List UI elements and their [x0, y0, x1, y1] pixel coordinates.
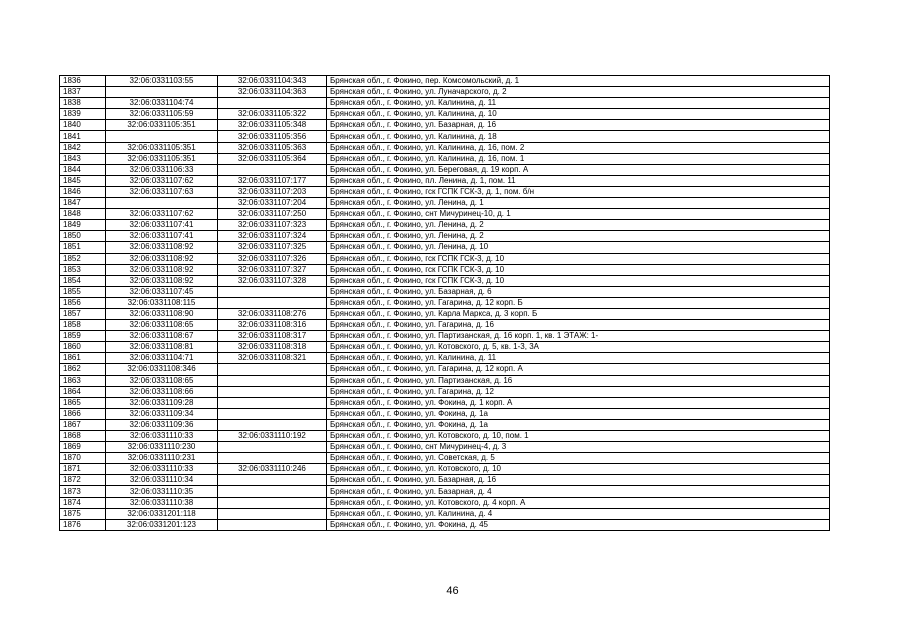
row-number-cell: 1868 [60, 431, 106, 442]
address-cell: Брянская обл., г. Фокино, снт Мичуринец-4, д. 3 [327, 442, 830, 453]
cadastral-number-cell: 32:06:0331110:230 [106, 442, 218, 453]
row-number-cell: 1840 [60, 120, 106, 131]
row-number-cell: 1870 [60, 453, 106, 464]
row-number-cell: 1863 [60, 375, 106, 386]
row-number-cell: 1846 [60, 186, 106, 197]
address-cell: Брянская обл., г. Фокино, снт Мичуринец-10, д. 1 [327, 209, 830, 220]
table-row [60, 475, 830, 486]
table-row [60, 209, 830, 220]
building-cadastral-number-cell: 32:06:0331107:328 [218, 275, 327, 286]
building-cadastral-number-cell: 32:06:0331107:323 [218, 220, 327, 231]
table-row [60, 242, 830, 253]
table-row [60, 264, 830, 275]
building-cadastral-number-cell: 32:06:0331107:177 [218, 175, 327, 186]
address-cell: Брянская обл., г. Фокино, пл. Ленина, д. 1, пом. 11 [327, 175, 830, 186]
building-cadastral-number-cell [218, 408, 327, 419]
row-number-cell: 1853 [60, 264, 106, 275]
building-cadastral-number-cell: 32:06:0331107:326 [218, 253, 327, 264]
table-row [60, 486, 830, 497]
cadastral-number-cell: 32:06:0331106:33 [106, 164, 218, 175]
row-number-cell: 1866 [60, 408, 106, 419]
table-row [60, 131, 830, 142]
cadastral-number-cell: 32:06:0331108:90 [106, 308, 218, 319]
row-number-cell: 1841 [60, 131, 106, 142]
address-cell: Брянская обл., г. Фокино, ул. Котовского, д. 4 корп. А [327, 497, 830, 508]
cadastral-number-cell: 32:06:0331105:351 [106, 142, 218, 153]
address-cell: Брянская обл., г. Фокино, ул. Береговая, д. 19 корп. А [327, 164, 830, 175]
address-cell: Брянская обл., г. Фокино, ул. Ленина, д. 1 [327, 198, 830, 209]
address-cell: Брянская обл., г. Фокино, ул. Фокина, д. 45 [327, 519, 830, 530]
cadastral-number-cell: 32:06:0331107:62 [106, 175, 218, 186]
row-number-cell: 1864 [60, 386, 106, 397]
table-row [60, 153, 830, 164]
row-number-cell: 1839 [60, 109, 106, 120]
property-table [59, 75, 830, 531]
building-cadastral-number-cell: 32:06:0331108:318 [218, 342, 327, 353]
cadastral-number-cell: 32:06:0331108:65 [106, 320, 218, 331]
cadastral-number-cell: 32:06:0331105:351 [106, 120, 218, 131]
row-number-cell: 1875 [60, 508, 106, 519]
cadastral-number-cell: 32:06:0331104:71 [106, 353, 218, 364]
row-number-cell: 1855 [60, 286, 106, 297]
address-cell: Брянская обл., г. Фокино, ул. Гагарина, д. 12 корп. А [327, 364, 830, 375]
building-cadastral-number-cell [218, 419, 327, 430]
row-number-cell: 1872 [60, 475, 106, 486]
row-number-cell: 1867 [60, 419, 106, 430]
building-cadastral-number-cell: 32:06:0331104:363 [218, 87, 327, 98]
row-number-cell: 1876 [60, 519, 106, 530]
building-cadastral-number-cell [218, 453, 327, 464]
table-row [60, 320, 830, 331]
row-number-cell: 1873 [60, 486, 106, 497]
building-cadastral-number-cell: 32:06:0331107:204 [218, 198, 327, 209]
row-number-cell: 1842 [60, 142, 106, 153]
building-cadastral-number-cell: 32:06:0331107:203 [218, 186, 327, 197]
page-number: 46 [446, 585, 459, 597]
cadastral-number-cell: 32:06:0331105:351 [106, 153, 218, 164]
table-row [60, 253, 830, 264]
table-row [60, 297, 830, 308]
building-cadastral-number-cell [218, 98, 327, 109]
cadastral-number-cell [106, 87, 218, 98]
table-row [60, 175, 830, 186]
cadastral-number-cell: 32:06:0331201:123 [106, 519, 218, 530]
address-cell: Брянская обл., г. Фокино, ул. Калинина, д. 18 [327, 131, 830, 142]
row-number-cell: 1844 [60, 164, 106, 175]
cadastral-number-cell: 32:06:0331108:65 [106, 375, 218, 386]
building-cadastral-number-cell: 32:06:0331107:324 [218, 231, 327, 242]
building-cadastral-number-cell: 32:06:0331104:343 [218, 76, 327, 87]
building-cadastral-number-cell [218, 364, 327, 375]
building-cadastral-number-cell: 32:06:0331110:246 [218, 464, 327, 475]
building-cadastral-number-cell: 32:06:0331105:348 [218, 120, 327, 131]
row-number-cell: 1862 [60, 364, 106, 375]
building-cadastral-number-cell [218, 497, 327, 508]
table-row [60, 76, 830, 87]
address-cell: Брянская обл., г. Фокино, ул. Базарная, д. 4 [327, 486, 830, 497]
cadastral-number-cell: 32:06:0331109:36 [106, 419, 218, 430]
building-cadastral-number-cell: 32:06:0331108:321 [218, 353, 327, 364]
row-number-cell: 1845 [60, 175, 106, 186]
cadastral-number-cell: 32:06:0331108:115 [106, 297, 218, 308]
building-cadastral-number-cell [218, 375, 327, 386]
building-cadastral-number-cell [218, 508, 327, 519]
building-cadastral-number-cell: 32:06:0331105:356 [218, 131, 327, 142]
building-cadastral-number-cell [218, 286, 327, 297]
table-row [60, 508, 830, 519]
table-row [60, 497, 830, 508]
row-number-cell: 1854 [60, 275, 106, 286]
cadastral-number-cell: 32:06:0331110:33 [106, 431, 218, 442]
building-cadastral-number-cell [218, 486, 327, 497]
cadastral-number-cell: 32:06:0331201:118 [106, 508, 218, 519]
table-row [60, 442, 830, 453]
table-row [60, 342, 830, 353]
cadastral-number-cell: 32:06:0331107:63 [106, 186, 218, 197]
cadastral-number-cell: 32:06:0331109:28 [106, 397, 218, 408]
table-row [60, 397, 830, 408]
row-number-cell: 1859 [60, 331, 106, 342]
cadastral-number-cell: 32:06:0331110:38 [106, 497, 218, 508]
row-number-cell: 1850 [60, 231, 106, 242]
table-row [60, 419, 830, 430]
address-cell: Брянская обл., г. Фокино, ул. Котовского, д. 10 [327, 464, 830, 475]
address-cell: Брянская обл., г. Фокино, пер. Комсомольский, д. 1 [327, 76, 830, 87]
row-number-cell: 1849 [60, 220, 106, 231]
cadastral-number-cell: 32:06:0331107:62 [106, 209, 218, 220]
table-row [60, 120, 830, 131]
building-cadastral-number-cell [218, 164, 327, 175]
table-row [60, 364, 830, 375]
table-row [60, 98, 830, 109]
cadastral-number-cell: 32:06:0331108:81 [106, 342, 218, 353]
table-row [60, 231, 830, 242]
table-row [60, 519, 830, 530]
address-cell: Брянская обл., г. Фокино, ул. Базарная, д. 6 [327, 286, 830, 297]
table-row [60, 109, 830, 120]
address-cell: Брянская обл., г. Фокино, ул. Луначарского, д. 2 [327, 87, 830, 98]
address-cell: Брянская обл., г. Фокино, гск ГСПК ГСК-3, д. 1, пом. б/н [327, 186, 830, 197]
cadastral-number-cell: 32:06:0331109:34 [106, 408, 218, 419]
address-cell: Брянская обл., г. Фокино, ул. Калинина, д. 16, пом. 1 [327, 153, 830, 164]
row-number-cell: 1837 [60, 87, 106, 98]
address-cell: Брянская обл., г. Фокино, ул. Партизанская, д. 16 корп. 1, кв. 1 ЭТАЖ: 1- [327, 331, 830, 342]
address-cell: Брянская обл., г. Фокино, ул. Ленина, д. 2 [327, 231, 830, 242]
address-cell: Брянская обл., г. Фокино, ул. Калинина, д. 4 [327, 508, 830, 519]
cadastral-number-cell: 32:06:0331108:92 [106, 253, 218, 264]
row-number-cell: 1871 [60, 464, 106, 475]
table-row [60, 408, 830, 419]
building-cadastral-number-cell [218, 519, 327, 530]
address-cell: Брянская обл., г. Фокино, ул. Ленина, д. 2 [327, 220, 830, 231]
address-cell: Брянская обл., г. Фокино, гск ГСПК ГСК-3, д. 10 [327, 253, 830, 264]
building-cadastral-number-cell: 32:06:0331108:316 [218, 320, 327, 331]
row-number-cell: 1865 [60, 397, 106, 408]
cadastral-number-cell: 32:06:0331107:45 [106, 286, 218, 297]
address-cell: Брянская обл., г. Фокино, ул. Фокина, д. 1а [327, 408, 830, 419]
cadastral-number-cell: 32:06:0331107:41 [106, 220, 218, 231]
address-cell: Брянская обл., г. Фокино, ул. Карла Маркса, д. 3 корп. Б [327, 308, 830, 319]
address-cell: Брянская обл., г. Фокино, ул. Калинина, д. 11 [327, 98, 830, 109]
row-number-cell: 1861 [60, 353, 106, 364]
building-cadastral-number-cell: 32:06:0331107:250 [218, 209, 327, 220]
row-number-cell: 1838 [60, 98, 106, 109]
cadastral-number-cell: 32:06:0331110:34 [106, 475, 218, 486]
building-cadastral-number-cell: 32:06:0331105:364 [218, 153, 327, 164]
address-cell: Брянская обл., г. Фокино, ул. Фокина, д. 1а [327, 419, 830, 430]
building-cadastral-number-cell [218, 297, 327, 308]
building-cadastral-number-cell: 32:06:0331107:325 [218, 242, 327, 253]
row-number-cell: 1851 [60, 242, 106, 253]
address-cell: Брянская обл., г. Фокино, ул. Калинина, д. 10 [327, 109, 830, 120]
building-cadastral-number-cell: 32:06:0331105:363 [218, 142, 327, 153]
property-table-body [60, 76, 830, 531]
row-number-cell: 1852 [60, 253, 106, 264]
building-cadastral-number-cell [218, 386, 327, 397]
address-cell: Брянская обл., г. Фокино, ул. Партизанская, д. 16 [327, 375, 830, 386]
cadastral-number-cell: 32:06:0331108:92 [106, 264, 218, 275]
cadastral-number-cell: 32:06:0331108:92 [106, 242, 218, 253]
address-cell: Брянская обл., г. Фокино, ул. Ленина, д. 10 [327, 242, 830, 253]
building-cadastral-number-cell: 32:06:0331105:322 [218, 109, 327, 120]
building-cadastral-number-cell: 32:06:0331107:327 [218, 264, 327, 275]
table-row [60, 375, 830, 386]
table-row [60, 164, 830, 175]
table-row [60, 275, 830, 286]
table-row [60, 331, 830, 342]
building-cadastral-number-cell [218, 442, 327, 453]
cadastral-number-cell: 32:06:0331107:41 [106, 231, 218, 242]
row-number-cell: 1860 [60, 342, 106, 353]
cadastral-number-cell: 32:06:0331105:59 [106, 109, 218, 120]
address-cell: Брянская обл., г. Фокино, ул. Котовского, д. 5, кв. 1-3, 3А [327, 342, 830, 353]
row-number-cell: 1856 [60, 297, 106, 308]
table-row [60, 386, 830, 397]
address-cell: Брянская обл., г. Фокино, ул. Базарная, д. 16 [327, 120, 830, 131]
building-cadastral-number-cell [218, 397, 327, 408]
row-number-cell: 1874 [60, 497, 106, 508]
row-number-cell: 1857 [60, 308, 106, 319]
address-cell: Брянская обл., г. Фокино, ул. Фокина, д. 1 корп. А [327, 397, 830, 408]
table-row [60, 286, 830, 297]
cadastral-number-cell: 32:06:0331108:346 [106, 364, 218, 375]
building-cadastral-number-cell: 32:06:0331108:276 [218, 308, 327, 319]
table-row [60, 142, 830, 153]
table-row [60, 308, 830, 319]
table-row [60, 198, 830, 209]
row-number-cell: 1836 [60, 76, 106, 87]
address-cell: Брянская обл., г. Фокино, гск ГСПК ГСК-3, д. 10 [327, 264, 830, 275]
building-cadastral-number-cell: 32:06:0331110:192 [218, 431, 327, 442]
cadastral-number-cell: 32:06:0331110:231 [106, 453, 218, 464]
table-row [60, 464, 830, 475]
cadastral-number-cell: 32:06:0331110:35 [106, 486, 218, 497]
cadastral-number-cell [106, 131, 218, 142]
cadastral-number-cell: 32:06:0331104:74 [106, 98, 218, 109]
building-cadastral-number-cell [218, 475, 327, 486]
row-number-cell: 1843 [60, 153, 106, 164]
cadastral-number-cell: 32:06:0331108:92 [106, 275, 218, 286]
address-cell: Брянская обл., г. Фокино, ул. Калинина, д. 16, пом. 2 [327, 142, 830, 153]
address-cell: Брянская обл., г. Фокино, ул. Котовского, д. 10, пом. 1 [327, 431, 830, 442]
address-cell: Брянская обл., г. Фокино, ул. Базарная, д. 16 [327, 475, 830, 486]
row-number-cell: 1848 [60, 209, 106, 220]
address-cell: Брянская обл., г. Фокино, гск ГСПК ГСК-3, д. 10 [327, 275, 830, 286]
table-row [60, 353, 830, 364]
row-number-cell: 1869 [60, 442, 106, 453]
cadastral-number-cell: 32:06:0331108:67 [106, 331, 218, 342]
table-row [60, 220, 830, 231]
cadastral-number-cell: 32:06:0331110:33 [106, 464, 218, 475]
table-row [60, 186, 830, 197]
table-row [60, 87, 830, 98]
address-cell: Брянская обл., г. Фокино, ул. Гагарина, д. 12 корп. Б [327, 297, 830, 308]
address-cell: Брянская обл., г. Фокино, ул. Советская, д. 5 [327, 453, 830, 464]
cadastral-number-cell [106, 198, 218, 209]
row-number-cell: 1858 [60, 320, 106, 331]
cadastral-number-cell: 32:06:0331108:66 [106, 386, 218, 397]
table-row [60, 453, 830, 464]
cadastral-number-cell: 32:06:0331103:55 [106, 76, 218, 87]
row-number-cell: 1847 [60, 198, 106, 209]
address-cell: Брянская обл., г. Фокино, ул. Гагарина, д. 12 [327, 386, 830, 397]
address-cell: Брянская обл., г. Фокино, ул. Калинина, д. 11 [327, 353, 830, 364]
table-row [60, 431, 830, 442]
building-cadastral-number-cell: 32:06:0331108:317 [218, 331, 327, 342]
address-cell: Брянская обл., г. Фокино, ул. Гагарина, д. 16 [327, 320, 830, 331]
